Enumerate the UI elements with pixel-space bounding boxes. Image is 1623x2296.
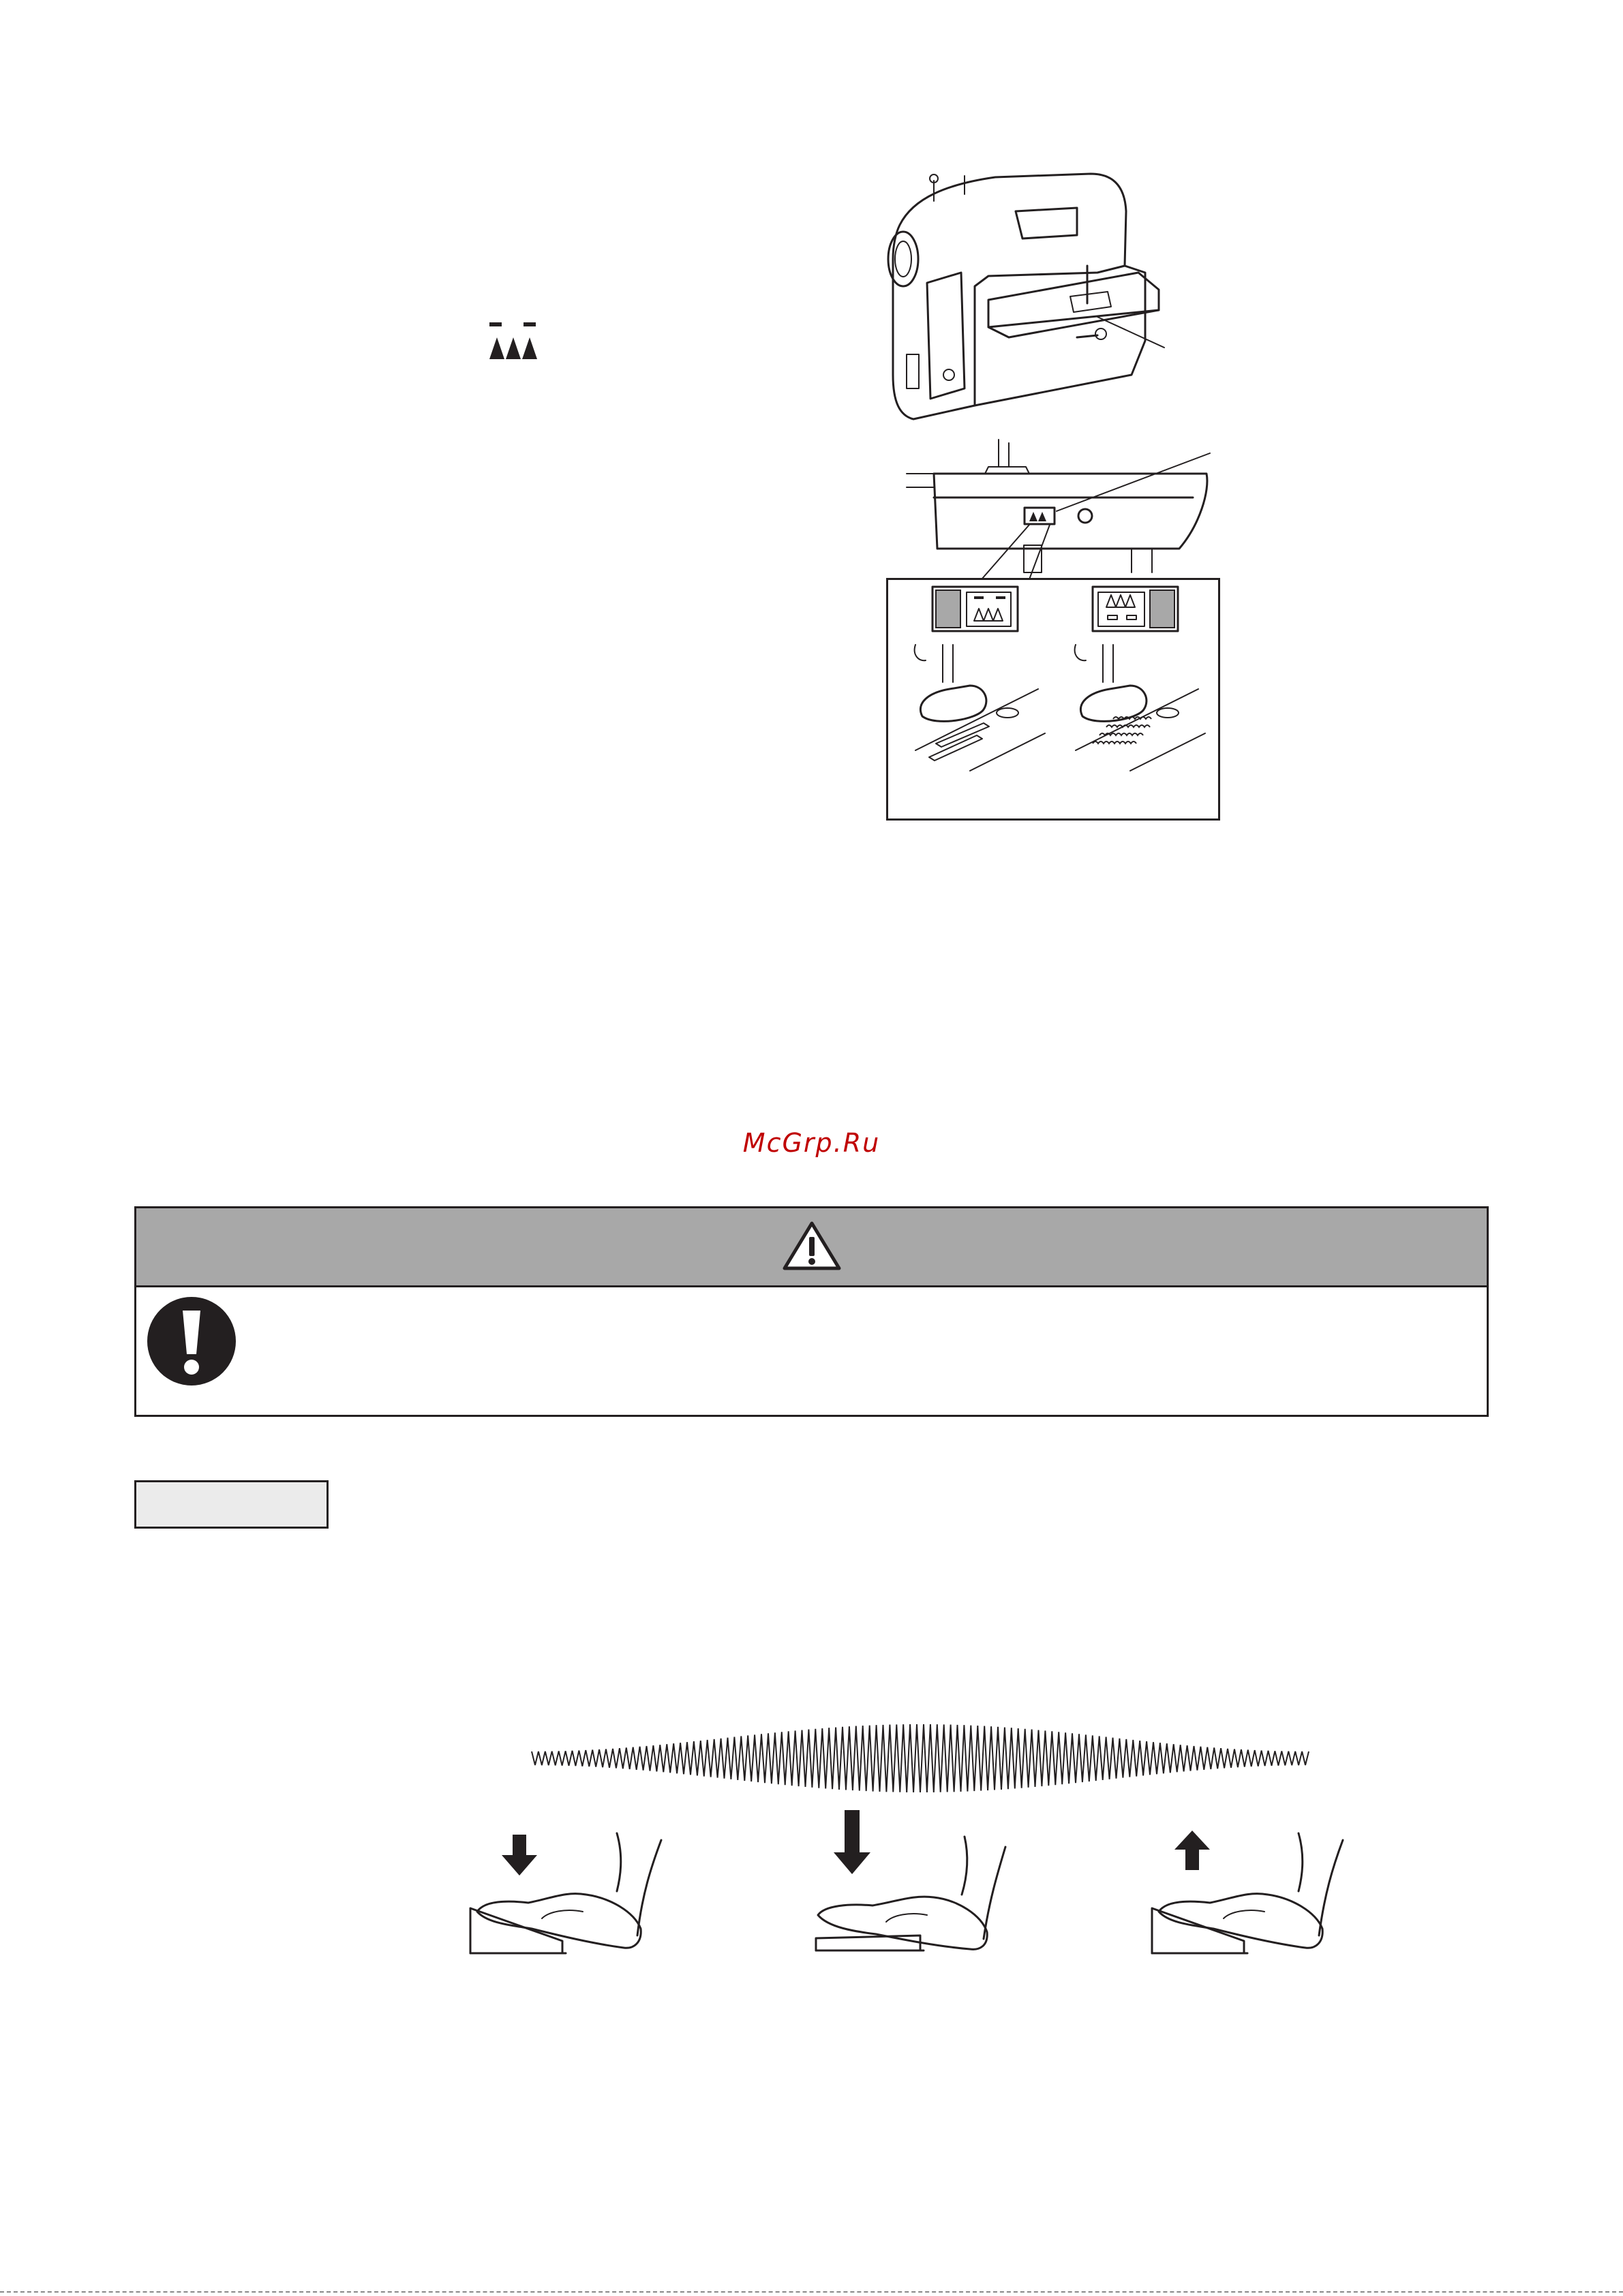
caution-header — [136, 1208, 1487, 1287]
presser-foot-left — [915, 645, 1045, 771]
page-bottom-edge — [0, 2291, 1623, 2293]
feed-dog-detail-box — [886, 578, 1220, 821]
arrow-down-icon — [834, 1810, 870, 1874]
arrow-up-icon — [1174, 1831, 1210, 1870]
foot-pedal-release — [1149, 1826, 1367, 1963]
arrow-down-icon — [502, 1835, 537, 1876]
foot-pedal-full-press — [808, 1806, 1026, 1963]
sewing-machine-illustration — [873, 170, 1186, 429]
note-label-tab — [134, 1480, 329, 1529]
caution-box — [134, 1206, 1489, 1417]
stitch-width-zigzag-illustration — [532, 1717, 1309, 1799]
foot-pedal-light-press — [464, 1826, 682, 1963]
switch-lowered-illustration — [932, 587, 1018, 631]
watermark-text: McGrp.Ru — [742, 1128, 881, 1158]
stitch-width-triangles-icon — [488, 321, 540, 362]
switch-raised-illustration — [1093, 587, 1178, 631]
warning-triangle-icon — [782, 1221, 842, 1274]
zigzag-stitch-line — [532, 1724, 1309, 1792]
free-arm-lever-illustration — [907, 436, 1213, 572]
presser-foot-right — [1075, 645, 1205, 771]
exclamation-circle-icon — [146, 1296, 237, 1390]
